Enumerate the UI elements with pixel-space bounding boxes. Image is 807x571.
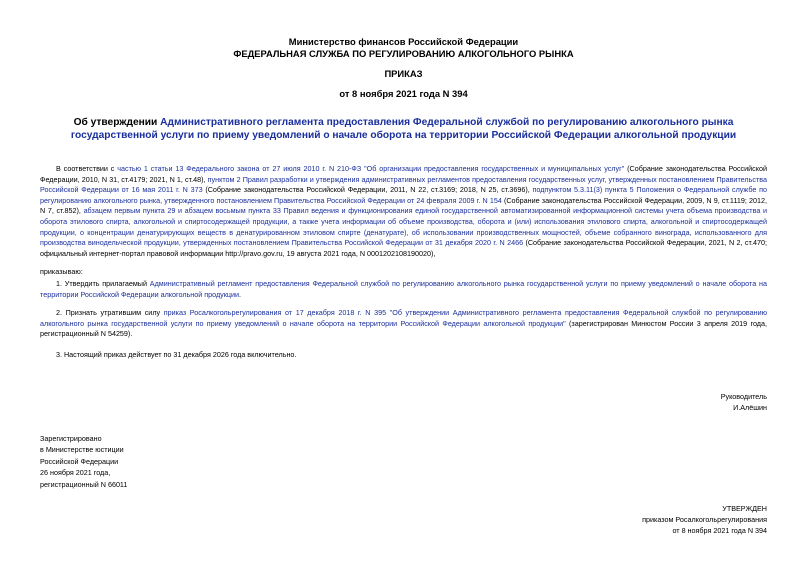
text: (Собрание законодательства Российской Федерации, 2021, N 2, ст.470; официальный интернет-портал правовой информации http://pravo.gov.ru, 19 августа 2021 года, N 0001202108190020), (40, 238, 767, 258)
registration-line: Зарегистрировано (40, 434, 102, 443)
text: (Собрание законодательства Российской Федерации, 2009, N 9, ст.1119; 2012, N 7, ст.852), (40, 195, 767, 216)
rules-2466-link[interactable]: абзацем первым пункта 29 и абзацем восьмым пункта 33 Правил ведения и функционирования единой государственной автоматизированной информационной системы учета объема производства и оборота этилового спирта, алкогольной и спиртосодержащей продукции, а также учета информации об объеме производства, оборота и (или) использования этилового спирта, алкогольной и спиртосодержащей продукции, о концентрации денатурирующих веществ в денатурированном этиловом спирте (денатурате), об использовании производственных мощностей, объеме собранного винограда, использованного для производства винодельческой продукции, утвержденных постановлением Правительства Российской Федерации от 31 декабря 2020 г. N 2466 (40, 206, 767, 248)
registration-block (40, 433, 127, 490)
regulation-link[interactable]: Административный регламент предоставления Федеральной службой по регулированию алкогольного рынка государственной услуги по приему уведомлений о начале оборота на территории Российской Федерации алкогольной продукции (40, 279, 767, 299)
registration-line: в Министерстве юстиции (40, 445, 124, 455)
document-title (40, 116, 767, 142)
law-210-link[interactable]: частью 1 статьи 13 Федерального закона от 27 июля 2010 г. N 210-ФЗ "Об организации предоставления государственных и муниципальных услуг" (117, 164, 625, 173)
signature-name: И.Алёшин (733, 402, 767, 412)
approval-block (642, 503, 767, 536)
service-heading: ФЕДЕРАЛЬНАЯ СЛУЖБА ПО РЕГУЛИРОВАНИЮ АЛКОГОЛЬНОГО РЫНКА (233, 48, 574, 59)
paragraph-item-1 (40, 279, 767, 300)
paragraph-item-3: 3. Настоящий приказ действует по 31 декабря 2026 года включительно. (56, 350, 297, 359)
text: (Собрание законодательства Российской Федерации, 2011, N 22, ст.3169; 2018, N 25, ст.3696), (202, 185, 533, 195)
signature-position: Руководитель (720, 392, 767, 401)
regulation-154-link[interactable]: подпунктом 5.3.11(3) пункта 5 Положения о Федеральной службе по регулированию алкогольного рынка, утвержденного постановлением Правительства Российской Федерации от 24 февраля 2009 г. N 154 (40, 185, 768, 205)
signature-block (721, 392, 767, 413)
doc-date: от 8 ноября 2021 года N 394 (339, 88, 468, 99)
title-link[interactable]: Административного регламента предоставления Федеральной службой по регулированию алкогольного рынка государственной услуги по приему уведомлений о начале оборота на территории Российской Федерации алкогольной продукции (70, 117, 737, 141)
approval-line: УТВЕРЖДЕН (722, 504, 767, 513)
text: 1. Утвердить прилагаемый (56, 279, 150, 288)
order-word: приказываю: (40, 267, 83, 276)
doc-type: ПРИКАЗ (384, 68, 423, 79)
registration-line: 26 ноября 2021 года, (40, 468, 111, 478)
text: (Собрание законодательства Российской Федерации, 2010, N 31, ст.4179; 2021, N 1, ст.48), (40, 164, 767, 184)
rules-373-link[interactable]: пунктом 2 Правил разработки и утверждения административных регламентов предоставления государственных услуг, утвержденных постановлением Правительства Российской Федерации от 16 мая 2011 г. N 373 (40, 174, 767, 195)
text: В соответствии с (56, 164, 118, 173)
registration-line: регистрационный N 66011 (40, 479, 128, 489)
registration-line: Российской Федерации (40, 456, 119, 466)
order-395-link[interactable]: приказ Росалкогольрегулирования от 17 декабря 2018 г. N 395 "Об утверждении Административного регламента предоставления Федеральной службой по регулированию алкогольного рынка государственной услуги по приему уведомлений о начале оборота на территории Российской Федерации алкогольной продукции" (40, 308, 767, 328)
paragraph-item-2 (40, 308, 767, 340)
approval-line: от 8 ноября 2021 года N 394 (672, 526, 767, 535)
approval-line: приказом Росалкогольрегулирования (642, 515, 767, 524)
title-prefix: Об утверждении (73, 117, 161, 128)
text: 2. Признать утратившим силу (56, 308, 164, 317)
ministry-heading: Министерство финансов Российской Федерации (288, 36, 519, 47)
paragraph-preamble (40, 164, 767, 259)
text: (зарегистрирован Минюстом России 3 апреля 2019 года, регистрационный N 54259). (40, 318, 767, 339)
text: . (239, 289, 242, 299)
